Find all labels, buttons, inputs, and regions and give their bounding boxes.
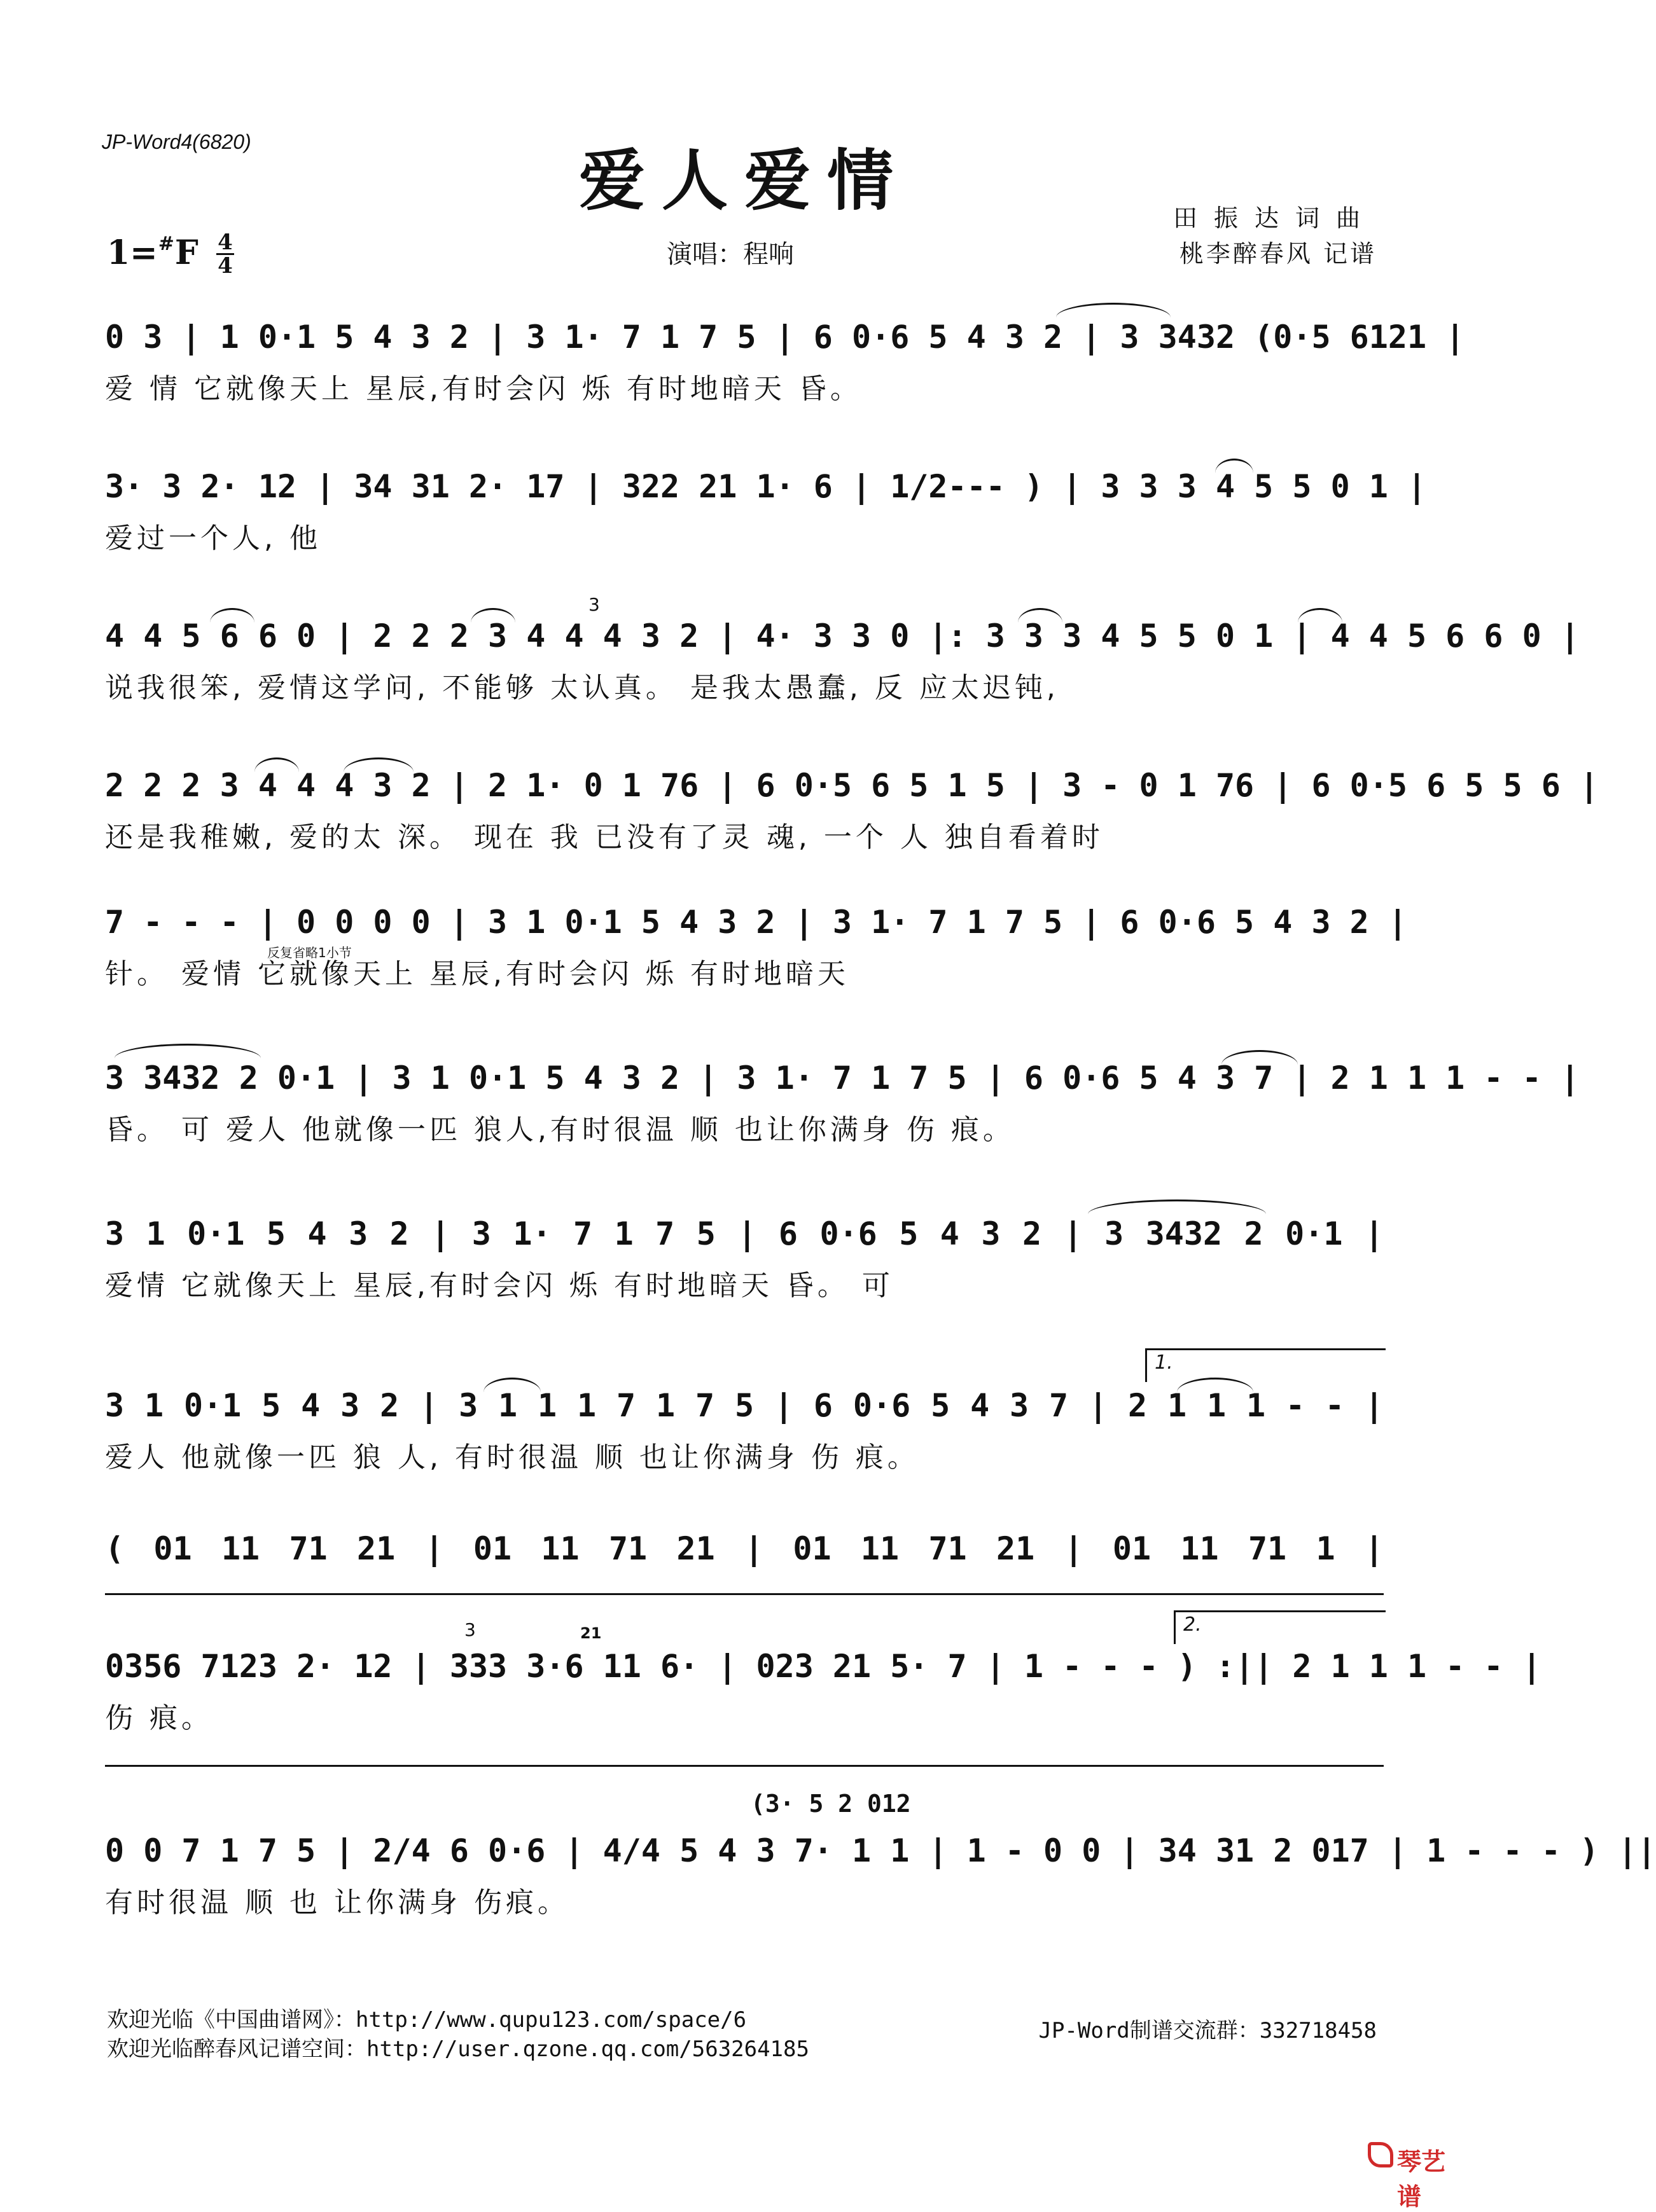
slur — [1215, 459, 1253, 473]
lyric-line: 爱 情 它就像天上 星辰,有时会闪 烁 有时地暗天 昏。 — [105, 373, 862, 405]
slur — [1088, 1199, 1266, 1214]
lyric-line: 爱情 它就像天上 星辰,有时会闪 烁 有时地暗天 昏。 可 — [105, 1269, 894, 1302]
repeat-note: 反复省略1小节 — [267, 945, 352, 960]
triplet-mark: 3 — [588, 594, 600, 615]
slur — [254, 757, 299, 772]
footer-link-1[interactable]: 欢迎光临《中国曲谱网》：http://www.qupu123.com/space/6 — [107, 2007, 747, 2033]
footer-group: JP-Word制谱交流群：332718458 — [1038, 2018, 1377, 2043]
notation-line: 0 3 | 1 0·1 5 4 3 2 | 3 1· 7 1 7 5 | 6 0·6 5 4 3 2 | 3 3432 (0·5 6121 | — [105, 319, 1465, 356]
slur — [1056, 303, 1171, 317]
notation-line: ( 01 11 71 21 | 01 11 71 21 | 01 11 71 21 | 01 11 71 1 | — [105, 1530, 1384, 1567]
notation-line: 3 3432 2 0·1 | 3 1 0·1 5 4 3 2 | 3 1· 7 1 7 5 | 6 0·6 5 4 3 7 | 2 1 1 1 - - | — [105, 1060, 1580, 1096]
notation-line: 7 - - - | 0 0 0 0 | 3 1 0·1 5 4 3 2 | 3 1· 7 1 7 5 | 6 0·6 5 4 3 2 | — [105, 904, 1407, 941]
system-line — [105, 1593, 1384, 1595]
key-signature — [107, 232, 234, 277]
key-prefix: 1= — [107, 233, 158, 272]
lyric-line: 伤 痕。 — [105, 1702, 213, 1734]
notation-line: 4 4 5 6 6 0 | 2 2 2 3 4 4 4 3 2 | 4· 3 3 0 |: 3 3 3 4 5 5 0 1 | 4 4 5 6 6 0 | — [105, 618, 1580, 654]
lyric-line: 昏。 可 爱人 他就像一匹 狼人,有时很温 顺 也让你满身 伤 痕。 — [105, 1114, 1015, 1146]
composer-credit: 田振达词曲 — [1172, 204, 1377, 232]
slur — [1018, 608, 1062, 623]
slur — [344, 757, 414, 772]
sharp-sign: # — [158, 233, 174, 255]
lyric-line: 爱过一个人, 他 — [105, 522, 321, 555]
slur — [115, 1044, 261, 1058]
logo-text: 琴艺谱 — [1397, 2148, 1446, 2211]
transcriber-credit: 桃李醉春风 记谱 — [1179, 240, 1377, 268]
site-logo — [1368, 2138, 1463, 2211]
lyric-line: 有时很温 顺 也 让你满身 伤痕。 — [105, 1886, 569, 1919]
notation-line: 3 1 0·1 5 4 3 2 | 3 1 1 1 7 1 7 5 | 6 0·6 5 4 3 7 | 2 1 1 1 - - | — [105, 1387, 1384, 1424]
lyric-line: 爱人 他就像一匹 狼 人, 有时很温 顺 也让你满身 伤 痕。 — [105, 1441, 919, 1474]
slur — [1298, 608, 1342, 623]
notation-line: 0356 7123 2· 12 | 333 3·6 11 6· | 023 21 5· 7 | 1 - - - ) :|| 2 1 1 1 - - | — [105, 1648, 1541, 1685]
volta-2-label: 2. — [1183, 1614, 1202, 1636]
volta-1-label: 1. — [1155, 1351, 1173, 1374]
footer-link-2[interactable]: 欢迎光临醉春风记谱空间：http://user.qzone.qq.com/563264185 — [107, 2036, 809, 2062]
software-label: JP-Word4(6820) — [102, 130, 251, 153]
notation-line: 0 0 7 1 7 5 | 2/4 6 0·6 | 4/4 5 4 3 7· 1 1 | 1 - 0 0 | 34 31 2 017 | 1 - - - ) || — [105, 1832, 1656, 1869]
key-note: F — [174, 233, 198, 272]
time-top: 4 — [218, 230, 233, 255]
time-bottom: 4 — [218, 253, 233, 279]
volta-2 — [1174, 1610, 1386, 1644]
logo-icon — [1368, 2142, 1393, 2167]
slur — [210, 608, 254, 623]
grace-notes: 21 — [580, 1624, 602, 1642]
lyric-line: 还是我稚嫩, 爱的太 深。 现在 我 已没有了灵 魂, 一个 人 独自看着时 — [105, 821, 1104, 854]
lyric-line: 针。 爱情 它就像天上 星辰,有时会闪 烁 有时地暗天 — [105, 958, 849, 990]
ossia-notes: (3· 5 2 012 — [751, 1790, 911, 1818]
slur — [471, 608, 515, 623]
song-title: 爱人爱情 — [578, 141, 910, 219]
slur — [1221, 1050, 1298, 1065]
notation-line: 2 2 2 3 4 4 4 3 2 | 2 1· 0 1 76 | 6 0·5 6 5 1 5 | 3 - 0 1 76 | 6 0·5 6 5 5 6 | — [105, 767, 1599, 804]
triplet-mark: 3 — [464, 1619, 476, 1640]
slur — [484, 1378, 541, 1392]
volta-1 — [1145, 1348, 1386, 1382]
time-signature — [216, 232, 234, 277]
system-line — [105, 1765, 1384, 1767]
singer-credit: 演唱：程响 — [667, 240, 794, 269]
notation-line: 3 1 0·1 5 4 3 2 | 3 1· 7 1 7 5 | 6 0·6 5 4 3 2 | 3 3432 2 0·1 | — [105, 1215, 1384, 1252]
lyric-line: 说我很笨, 爱情这学问, 不能够 太认真。 是我太愚蠢, 反 应太迟钝, — [105, 672, 1059, 704]
notation-line: 3· 3 2· 12 | 34 31 2· 17 | 322 21 1· 6 | 1/2--- ) | 3 3 3 4 5 5 0 1 | — [105, 468, 1427, 505]
